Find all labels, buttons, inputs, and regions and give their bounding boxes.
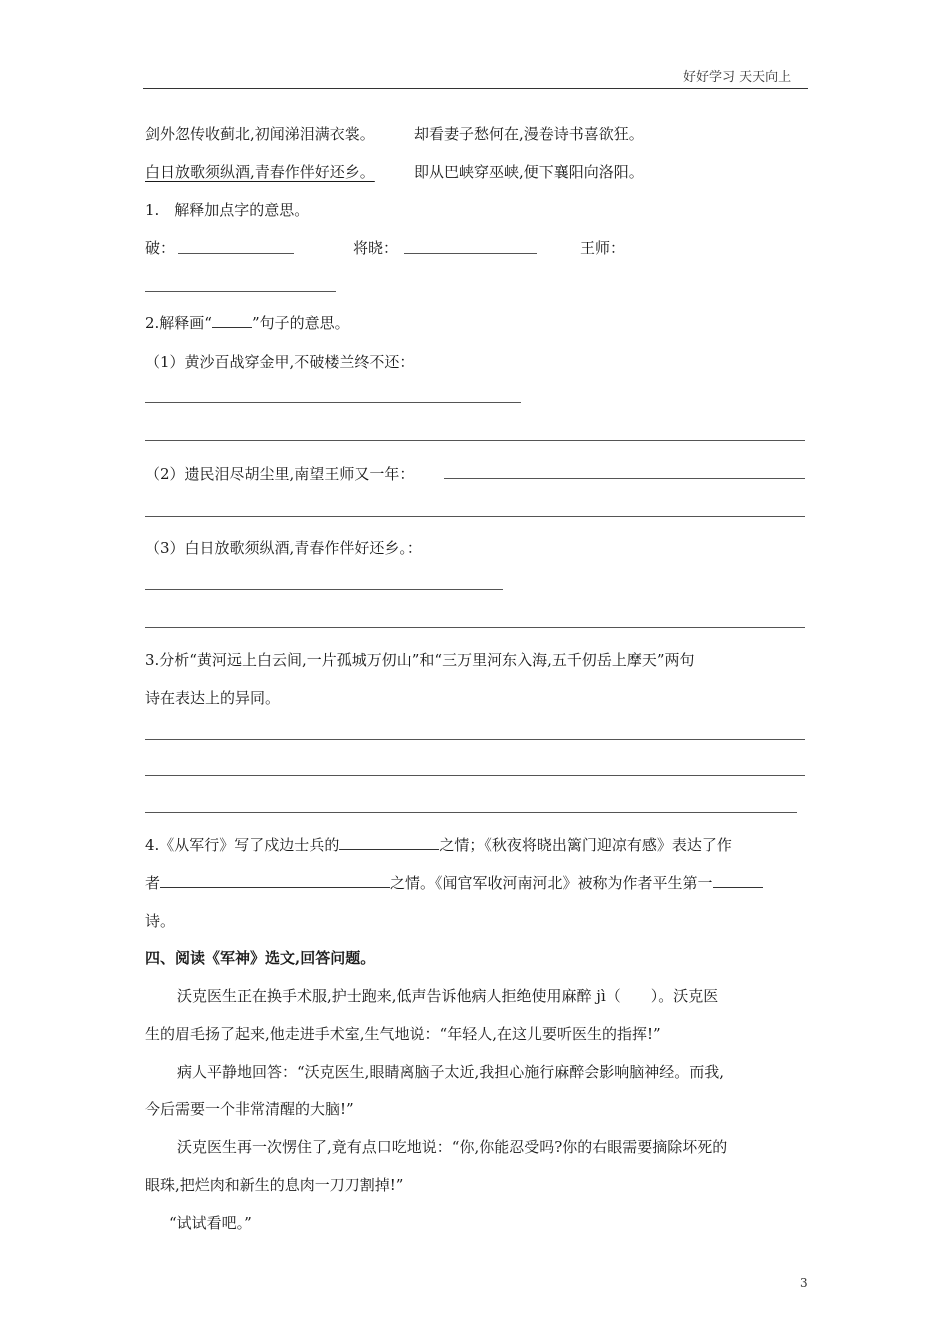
section4-p3-line1: 沃克医生再一次愣住了,竟有点口吃地说：“你,你能忍受吗?你的右眼需要摘除坏死的 xyxy=(177,1138,728,1156)
q2-sub1-answer-line-1[interactable] xyxy=(145,402,521,403)
q4-line2 xyxy=(145,873,763,893)
q4-line3: 诗。 xyxy=(145,912,176,930)
q2-sub1: （1）黄沙百战穿金甲,不破楼兰终不还： xyxy=(145,353,415,371)
q2-sub2: （2）遗民泪尽胡尘里,南望王师又一年： xyxy=(145,465,415,483)
q3-line2: 诗在表达上的异同。 xyxy=(145,689,281,707)
header-right-text: 好好学习 天天向上 xyxy=(683,70,792,85)
q4-blank-1[interactable] xyxy=(339,835,439,850)
q3-line1: 3.分析“黄河远上白云间,一片孤城万仞山”和“三万里河东入海,五千仞岳上摩天”两句 xyxy=(145,651,695,669)
q1-title: 1. 解释加点字的意思。 xyxy=(145,201,310,219)
q1-label-jiangxiao: 将晓： xyxy=(353,239,399,257)
poem-line-2b: 即从巴峡穿巫峡,便下襄阳向洛阳。 xyxy=(414,163,644,181)
q2-sub1-answer-line-2[interactable] xyxy=(145,440,805,441)
q4-line1 xyxy=(145,835,732,855)
q2-sub3-answer-line-1[interactable] xyxy=(145,589,503,590)
q1-answer-line-wangshi[interactable] xyxy=(145,291,336,292)
q2-title xyxy=(145,313,350,333)
q4-line1-b: 之情；《秋夜将晓出篱门迎凉有感》表达了作 xyxy=(439,836,732,854)
q3-answer-line-2[interactable] xyxy=(145,775,805,776)
section4-p3-line2: 眼珠,把烂肉和新生的息肉一刀刀割掉!” xyxy=(145,1176,404,1194)
q1-label-po: 破： xyxy=(145,239,176,257)
q1-answer-line-jiangxiao[interactable] xyxy=(404,253,537,254)
poem-line-1a: 剑外忽传收蓟北,初闻涕泪满衣裳。 xyxy=(145,125,375,143)
q2-sub2-answer-line-2[interactable] xyxy=(145,516,805,517)
section4-heading: 四、阅读《军神》选文,回答问题。 xyxy=(145,949,376,967)
q2-title-underline-sample xyxy=(212,313,252,328)
section4-p2-line2: 今后需要一个非常清醒的大脑!” xyxy=(145,1100,354,1118)
q2-sub3-answer-line-2[interactable] xyxy=(145,627,805,628)
poem-line-1b: 却看妻子愁何在,漫卷诗书喜欲狂。 xyxy=(414,125,644,143)
q2-sub3: （3）白日放歌须纵酒,青春作伴好还乡。： xyxy=(145,539,422,557)
q3-answer-line-1[interactable] xyxy=(145,739,805,740)
section4-p1-line2: 生的眉毛扬了起来,他走进手术室,生气地说：“年轻人,在这儿要听医生的指挥!” xyxy=(145,1025,661,1043)
q4-blank-2[interactable] xyxy=(160,873,390,888)
q1-answer-line-po[interactable] xyxy=(178,253,294,254)
q2-title-post: ”句子的意思。 xyxy=(251,314,350,332)
page-number: 3 xyxy=(800,1276,808,1290)
header-rule xyxy=(143,88,808,89)
q4-line1-a: 4.《从军行》写了戍边士兵的 xyxy=(145,836,340,854)
q4-line2-b: 之情。《闻官军收河南河北》被称为作者平生第一 xyxy=(390,874,713,892)
section4-p1-line1: 沃克医生正在换手术服,护士跑来,低声告诉他病人拒绝使用麻醉 jì（ ）。沃克医 xyxy=(177,987,719,1005)
section4-p4: “试试看吧。” xyxy=(169,1214,252,1232)
section4-p2-line1: 病人平静地回答：“沃克医生,眼睛离脑子太近,我担心施行麻醉会影响脑神经。而我, xyxy=(177,1063,724,1081)
q3-answer-line-3[interactable] xyxy=(145,812,797,813)
q2-title-pre: 2.解释画“ xyxy=(145,314,212,332)
q2-sub2-answer-line-1[interactable] xyxy=(444,478,805,479)
q1-label-wangshi: 王师： xyxy=(580,239,626,257)
poem-line-2a-underlined: 白日放歌须纵酒,青春作伴好还乡。 xyxy=(145,163,375,181)
q4-line2-a: 者 xyxy=(145,874,161,892)
q4-blank-3[interactable] xyxy=(713,873,763,888)
